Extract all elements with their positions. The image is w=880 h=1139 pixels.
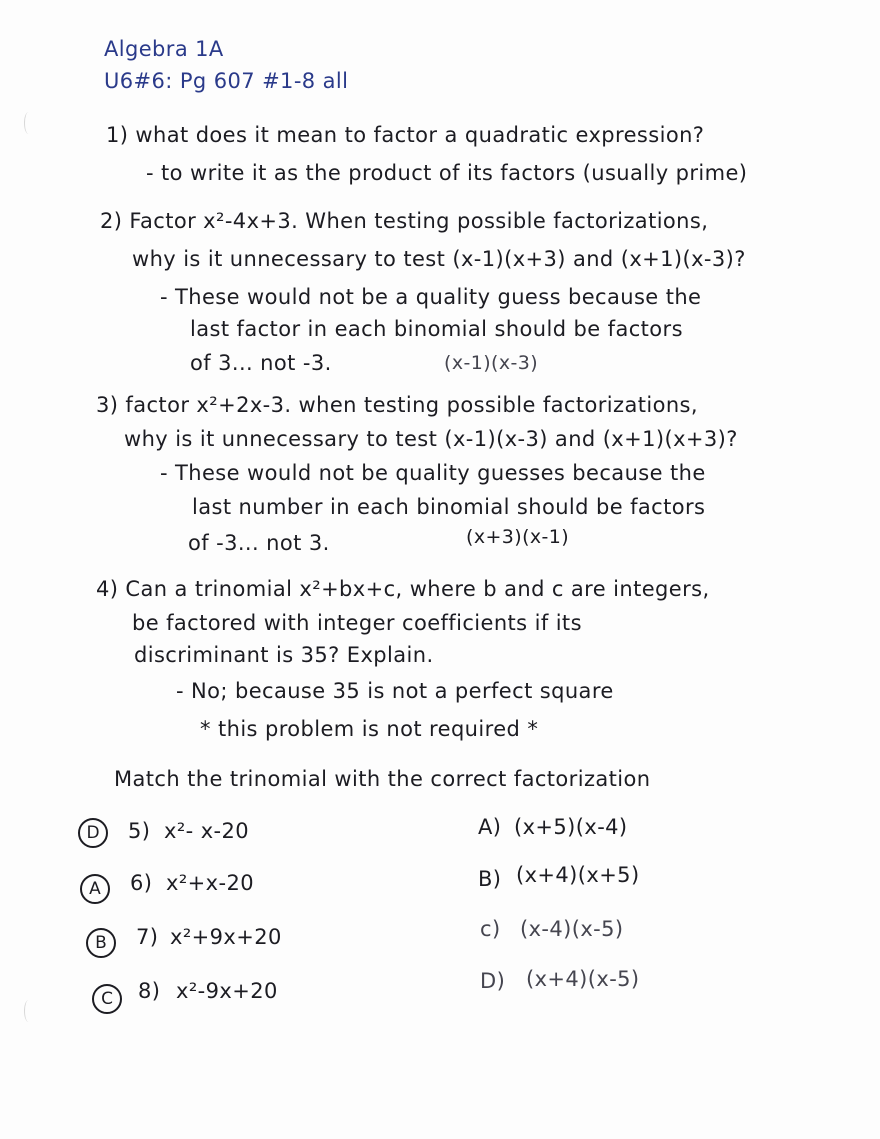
q3-answer-line3: of -3... not 3. [188, 531, 330, 555]
option-b-letter: B) [478, 867, 502, 891]
q2-answer-line3: of 3... not -3. [190, 351, 332, 375]
matching-instruction: Match the trinomial with the correct factorization [114, 767, 651, 791]
item-6-answer-circle: A [80, 874, 110, 904]
q3-prompt-line1: 3) factor x²+2x-3. when testing possible factorizations, [96, 393, 698, 417]
option-a-letter: A) [478, 815, 502, 839]
item-7-label: 7) [136, 925, 159, 949]
item-6-label: 6) [130, 871, 153, 895]
q2-answer-line2: last factor in each binomial should be factors [190, 317, 683, 341]
q2-answer-line1: - These would not be a quality guess because the [160, 285, 702, 309]
header-course-title: Algebra 1A [104, 37, 224, 61]
item-8-expression: x²-9x+20 [176, 979, 278, 1003]
item-7-answer-circle: B [86, 928, 116, 958]
q4-answer: - No; because 35 is not a perfect square [176, 679, 614, 703]
q1-answer: - to write it as the product of its factors (usually prime) [146, 161, 748, 185]
option-d-letter: D) [480, 969, 506, 993]
q2-prompt-line2: why is it unnecessary to test (x-1)(x+3) and (x+1)(x-3)? [132, 247, 746, 271]
q1-prompt: 1) what does it mean to factor a quadratic expression? [106, 123, 705, 147]
item-6-expression: x²+x-20 [166, 871, 254, 895]
option-d-expression: (x+4)(x-5) [526, 967, 640, 991]
item-5-expression: x²- x-20 [164, 819, 250, 843]
q4-prompt-line3: discriminant is 35? Explain. [134, 643, 434, 667]
item-7-expression: x²+9x+20 [170, 925, 282, 949]
option-a-expression: (x+5)(x-4) [514, 815, 628, 839]
q2-answer-factored: (x-1)(x-3) [444, 352, 539, 374]
hole-punch-mark [24, 1000, 33, 1022]
item-8-answer-circle: C [92, 984, 122, 1014]
hole-punch-mark [24, 112, 33, 134]
q4-prompt-line2: be factored with integer coefficients if its [132, 611, 582, 635]
q3-answer-line2: last number in each binomial should be factors [192, 495, 706, 519]
q4-note: * this problem is not required * [200, 717, 539, 741]
item-5-answer-circle: D [78, 818, 108, 848]
option-c-expression: (x-4)(x-5) [520, 917, 624, 941]
q4-prompt-line1: 4) Can a trinomial x²+bx+c, where b and c are integers, [96, 577, 710, 601]
q3-answer-line1: - These would not be quality guesses because the [160, 461, 706, 485]
q3-answer-factored: (x+3)(x-1) [466, 526, 570, 548]
item-8-label: 8) [138, 979, 161, 1003]
option-c-letter: c) [480, 917, 501, 941]
item-5-label: 5) [128, 819, 151, 843]
header-assignment: U6#6: Pg 607 #1-8 all [104, 69, 349, 93]
q3-prompt-line2: why is it unnecessary to test (x-1)(x-3) and (x+1)(x+3)? [124, 427, 738, 451]
option-b-expression: (x+4)(x+5) [516, 863, 640, 887]
q2-prompt-line1: 2) Factor x²-4x+3. When testing possible factorizations, [100, 209, 709, 233]
